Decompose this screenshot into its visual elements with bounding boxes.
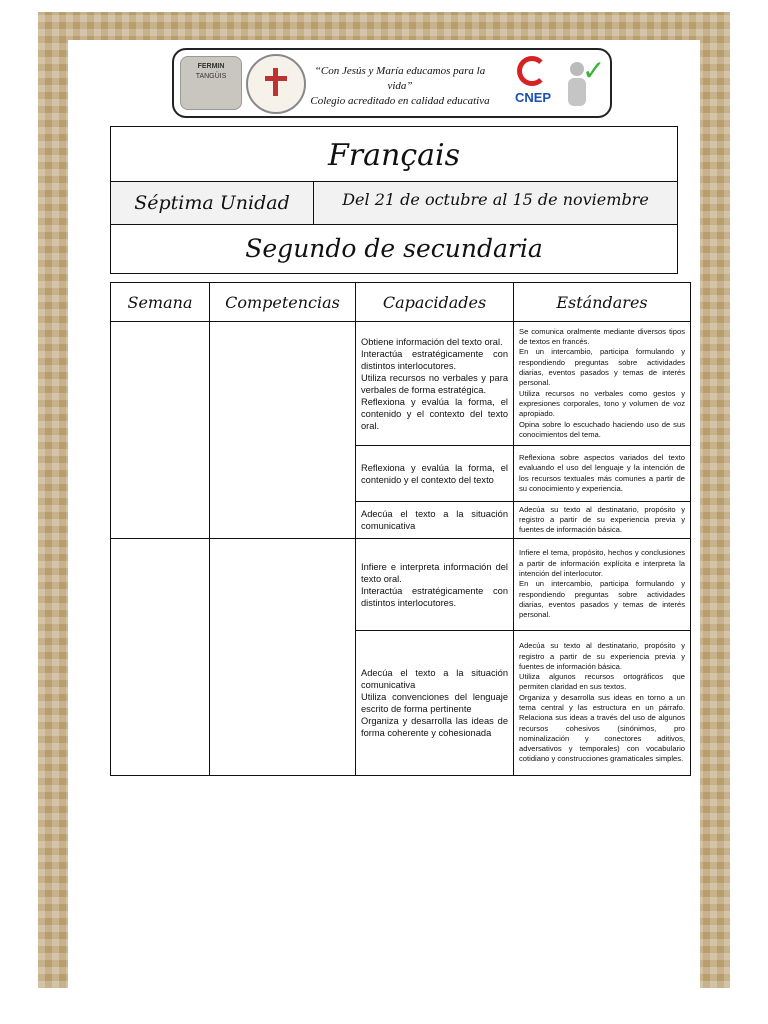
capacidades-cell: Reflexiona y evalúa la forma, el contenido y el contexto del texto xyxy=(356,446,514,502)
unit-title: Séptima Unidad xyxy=(111,182,314,224)
table-row xyxy=(111,539,691,631)
estandares-cell: Infiere el tema, propósito, hechos y conclusiones a partir de información explícita e interpreta la intención del interlocutor. En un intercambio, participa formulando y respondiendo preguntas sobre actividades diarias, eventos pasados y temas de interés personal. xyxy=(514,539,691,631)
capacidades-cell: Adecúa el texto a la situación comunicativa Utiliza convenciones del lenguaje escrito de forma pertinente Organiza y desarrolla las ideas de forma coherente y cohesionada xyxy=(356,631,514,776)
header-estandares: Estándares xyxy=(514,283,691,322)
logo-text-1: FERMIN xyxy=(197,63,225,70)
capacidades-cell: Obtiene información del texto oral. Interactúa estratégicamente con distintos interlocutores. Utiliza recursos no verbales y para verbales de forma estratégica. Reflexiona y evalúa la forma, el contenido y el contexto del texto oral. xyxy=(356,322,514,446)
competencias-cell xyxy=(210,539,356,776)
school-header xyxy=(172,48,612,118)
planning-table xyxy=(110,282,691,776)
school-motto xyxy=(302,64,498,109)
estandares-cell: Reflexiona sobre aspectos variados del texto evaluando el uso del lenguaje y la intención de los recursos textuales más comunes a partir de su conocimiento y experiencia. xyxy=(514,446,691,502)
estandares-cell: Adecúa su texto al destinatario, propósito y registro a partir de su experiencia previa y fuentes de información básica. xyxy=(514,502,691,539)
motto-line-1: “Con Jesús y María educamos para la vida” xyxy=(314,65,486,92)
motto-line-2: Colegio acreditado en calidad educativa xyxy=(310,95,490,107)
header-capacidades: Capacidades xyxy=(356,283,514,322)
capacidades-cell: Infiere e interpreta información del texto oral. Interactúa estratégicamente con distintos interlocutores. xyxy=(356,539,514,631)
logo-text-2: TANGÜIS xyxy=(195,73,227,80)
competencias-cell xyxy=(210,322,356,539)
subject-title: Français xyxy=(327,138,461,173)
checkmark-figure-icon: ✓ xyxy=(560,56,604,108)
header-competencias: Competencias xyxy=(210,283,356,322)
header-semana: Semana xyxy=(111,283,210,322)
capacidades-cell: Adecúa el texto a la situación comunicativa xyxy=(356,502,514,539)
cross-seal-icon xyxy=(246,54,306,114)
cnep-logo xyxy=(510,56,556,108)
estandares-cell: Adecúa su texto al destinatario, propósito y registro a partir de su experiencia previa y fuentes de información básica. Utiliza algunos recursos ortográficos que permiten claridad en sus textos. Organiza y desarrolla sus ideas en torno a un tema central y las estructura en un párrafo. Relaciona sus ideas a través del uso de algunos recursos cohesivos (sinónimos, pro nominalización y conectores aditivos, adversativos y temporales) con vocabulario cotidiano y construcciones gramaticales simples. xyxy=(514,631,691,776)
planning-table-wrapper xyxy=(110,282,690,988)
table-row xyxy=(111,322,691,446)
semana-cell xyxy=(111,539,210,776)
title-box xyxy=(110,126,678,274)
estandares-cell: Se comunica oralmente mediante diversos tipos de textos en francés. En un intercambio, participa formulando y respondiendo preguntas sobre actividades diarias, eventos pasados y temas de interés personal. Utiliza recursos no verbales como gestos y expresiones corporales, tono y volumen de voz apropiado. Opina sobre lo escuchado haciendo uso de sus conocimientos del tema. xyxy=(514,322,691,446)
semana-cell xyxy=(111,322,210,539)
grade-title: Segundo de secundaria xyxy=(245,234,543,263)
cnep-label: CNEP xyxy=(514,90,552,105)
school-logo xyxy=(180,56,242,110)
unit-dates: Del 21 de octubre al 15 de noviembre xyxy=(342,190,649,209)
